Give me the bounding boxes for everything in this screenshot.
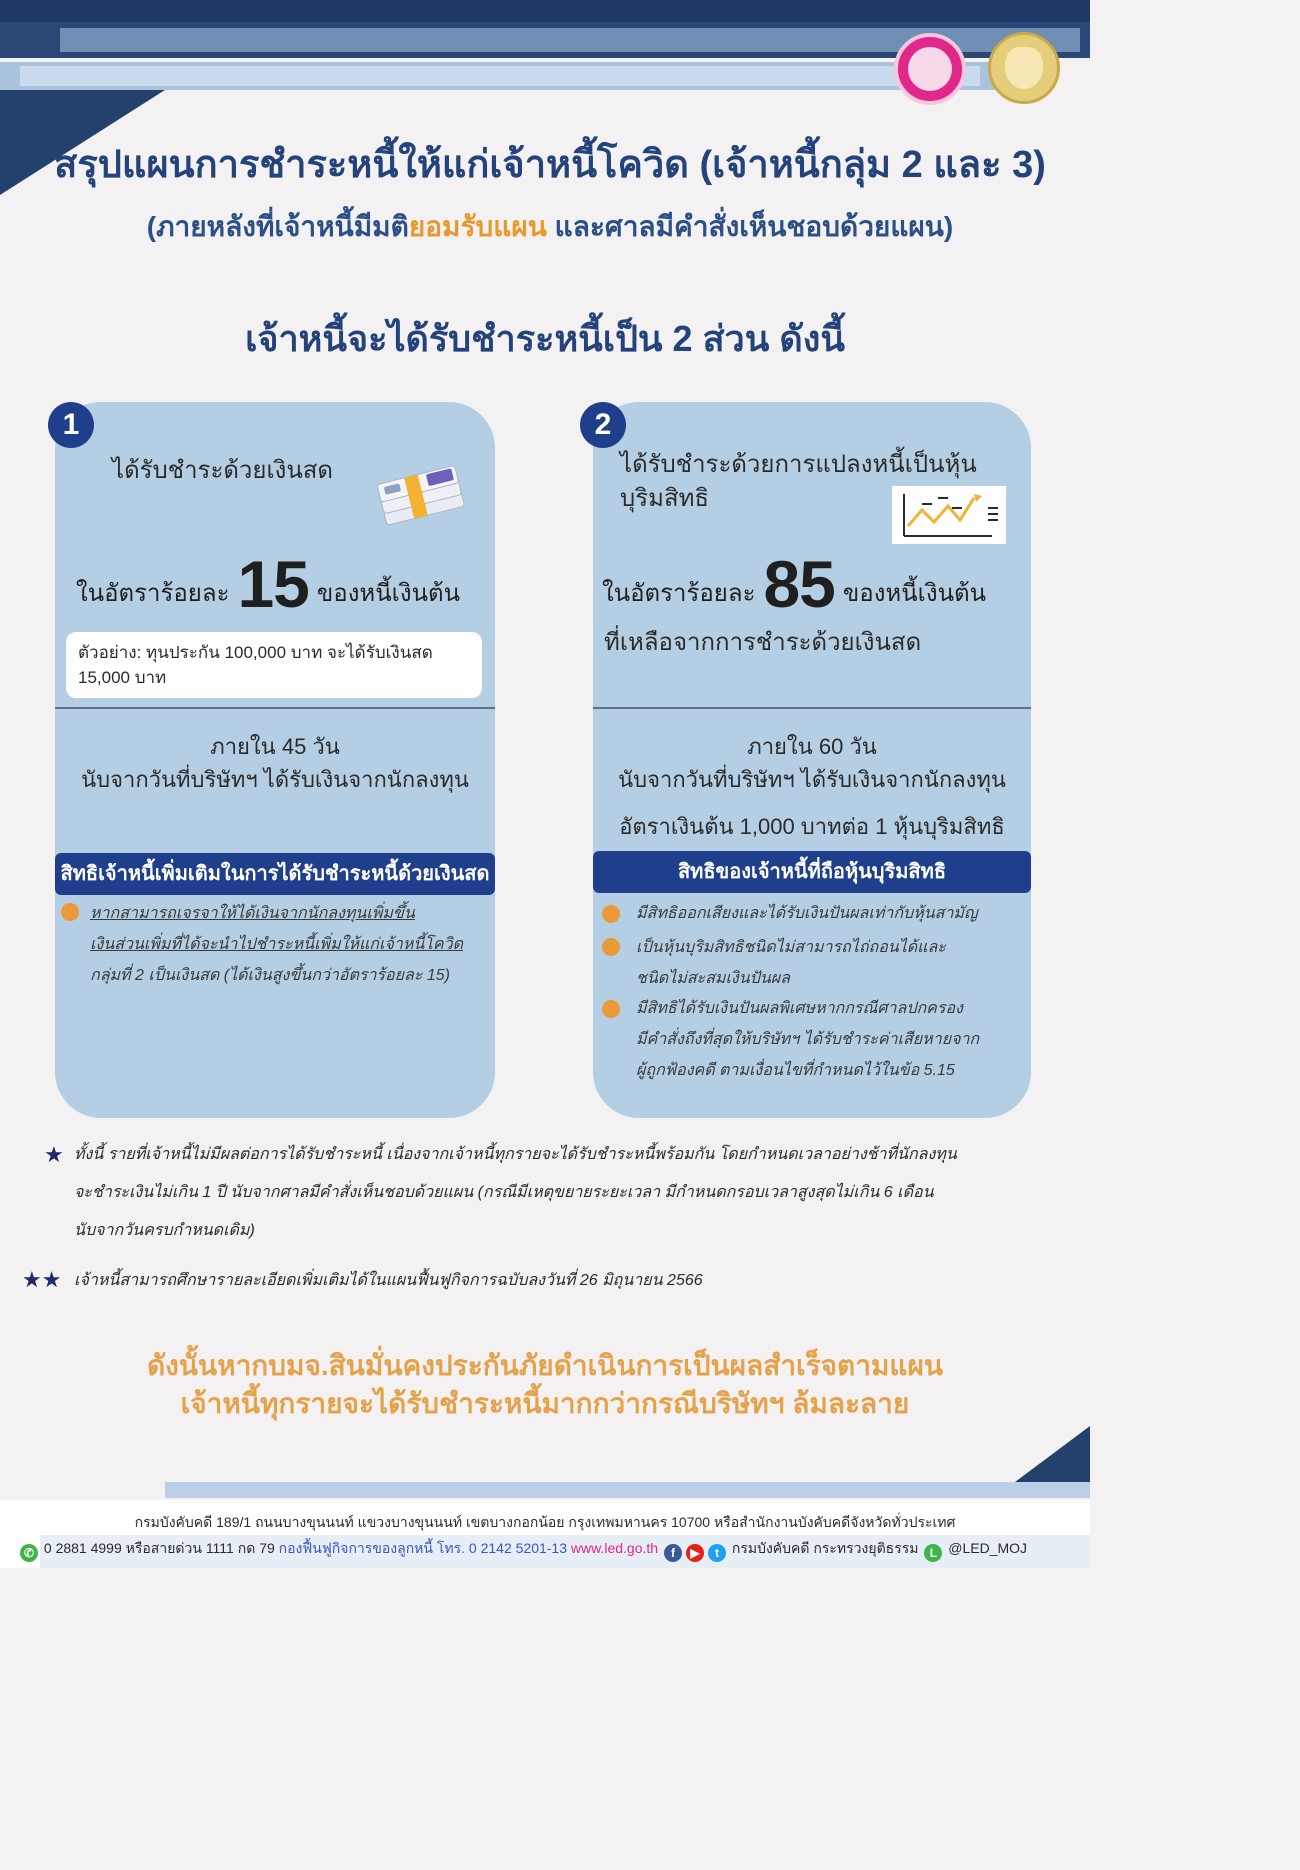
footer-contact [18, 1538, 1027, 1562]
footer-phone: 0 2881 4999 หรือสายด่วน 1111 กด 79 [43, 1540, 275, 1556]
note-1 [74, 1136, 1074, 1250]
phone-icon: ✆ [20, 1544, 38, 1562]
cash-bullet-line-3: กลุ่มที่ 2 เป็นเงินสด (ได้เงินสูงขึ้นกว่าอัตราร้อยละ 15) [90, 967, 450, 984]
share-timeline [593, 730, 1031, 796]
cash-bullet-line-1: หากสามารถเจรจาให้ได้เงินจากนักลงทุนเพิ่มขึ้น [90, 905, 415, 922]
line-icon[interactable]: L [924, 1544, 942, 1562]
stock-chart-icon [892, 486, 1006, 544]
cash-rights-bar: สิทธิเจ้าหนี้เพิ่มเติมในการได้รับชำระหนี้ด้วยเงินสด [55, 853, 495, 895]
cash-payment-label: ได้รับชำระด้วยเงินสด [112, 457, 334, 484]
share-rights-bar: สิทธิของเจ้าหนี้ที่ถือหุ้นบุริมสิทธิ [593, 851, 1031, 893]
page-subtitle [30, 205, 1070, 249]
cash-within-days: ภายใน 45 วัน [210, 734, 340, 759]
star-icon: ★ [44, 1143, 64, 1168]
legal-execution-department-logo [894, 33, 966, 105]
cash-rate-suffix: ของหนี้เงินต้น [316, 580, 460, 607]
bullet-dot [602, 938, 620, 956]
share-rate [602, 546, 986, 622]
cash-timeline [55, 730, 495, 796]
ministry-of-justice-seal [988, 32, 1060, 104]
footer-address: กรมบังคับคดี 189/1 ถนนบางขุนนนท์ แขวงบางขุนนนท์ เขตบางกอกน้อย กรุงเทพมหานคร 10700 หรือสำนักงานบังคับคดีจังหวัดทั่วประเทศ [134, 1514, 956, 1530]
footer-division: กองฟื้นฟูกิจการของลูกหนี้ โทร. 0 2142 5201-13 [278, 1540, 568, 1556]
cash-bullet-line-2: เงินส่วนเพิ่มที่ได้จะนำไปชำระหนี้เพิ่มให้แก่เจ้าหนี้โควิด [90, 936, 463, 953]
note-1-line-1: ทั้งนี้ รายที่เจ้าหนี้ไม่มีผลต่อการได้รับชำระหนี้ เนื่องจากเจ้าหนี้ทุกรายจะได้รับชำระหนี้พร้อมกัน โดยกำหนดเวลาอย่างช้าที่นักลงทุน [74, 1146, 957, 1163]
bullet-dot [61, 903, 79, 921]
subtitle-highlight: ยอมรับแผน [408, 211, 547, 242]
footer-line-id: @LED_MOJ [948, 1540, 1028, 1556]
twitter-icon[interactable]: t [708, 1544, 726, 1562]
card-number-1: 1 [48, 402, 94, 448]
section-heading: เจ้าหนี้จะได้รับชำระหนี้เป็น 2 ส่วน ดังนี้ [245, 318, 845, 359]
share-rate-suffix: ของหนี้เงินต้น [842, 580, 986, 607]
subtitle-open: (ภายหลังที่เจ้าหนี้มีมติ [146, 211, 409, 242]
card-number-2: 2 [580, 402, 626, 448]
double-star-icon: ★★ [22, 1268, 62, 1293]
share-bullet-2-line-2: ชนิดไม่สะสมเงินปันผล [636, 970, 790, 987]
share-rate-prefix: ในอัตราร้อยละ [602, 580, 756, 607]
share-bullet-3-line-1: มีสิทธิได้รับเงินปันผลพิเศษหากกรณีศาลปกครอง [636, 1000, 963, 1017]
cash-rights-bullet [90, 898, 463, 991]
header-band-dark [0, 0, 1090, 22]
footer-social: กรมบังคับคดี กระทรวงยุติธรรม [731, 1540, 919, 1556]
card2-divider [593, 707, 1031, 709]
facebook-icon[interactable]: f [664, 1544, 682, 1562]
subtitle-close: และศาลมีคำสั่งเห็นชอบด้วยแผน) [546, 211, 954, 242]
conclusion-text [0, 1347, 1090, 1423]
share-within-days: ภายใน 60 วัน [747, 734, 877, 759]
cash-rate-value: 15 [237, 547, 309, 621]
youtube-icon[interactable]: ▶ [686, 1544, 704, 1562]
note-2: เจ้าหนี้สามารถศึกษารายละเอียดเพิ่มเติมได้ในแผนฟื้นฟูกิจการฉบับลงวันที่ 26 มิถุนายน 2566 [74, 1272, 703, 1289]
share-rate-value: 85 [763, 547, 835, 621]
bullet-dot [602, 1000, 620, 1018]
share-bullet-1: มีสิทธิออกเสียงและได้รับเงินปันผลเท่ากับหุ้นสามัญ [636, 905, 978, 922]
share-bullet-2-line-1: เป็นหุ้นบุริมสิทธิชนิดไม่สามารถไถ่ถอนได้และ [636, 939, 946, 956]
share-conversion-rate: อัตราเงินต้น 1,000 บาทต่อ 1 หุ้นบุริมสิทธิ [619, 814, 1005, 839]
share-bullet-3-line-2: มีคำสั่งถึงที่สุดให้บริษัทฯ ได้รับชำระค่าเสียหายจาก [636, 1031, 980, 1048]
conclusion-line-2: เจ้าหนี้ทุกรายจะได้รับชำระหนี้มากกว่ากรณีบริษัทฯ ล้มละลาย [180, 1388, 910, 1419]
preferred-share-label: ได้รับชำระด้วยการแปลงหนี้เป็นหุ้นบุริมสิทธิ [620, 451, 977, 512]
page-title: สรุปแผนการชำระหนี้ให้แก่เจ้าหนี้โควิด (เจ้าหนี้กลุ่ม 2 และ 3) [54, 144, 1046, 186]
share-counting-from: นับจากวันที่บริษัทฯ ได้รับเงินจากนักลงทุน [618, 767, 1006, 792]
cash-rate-prefix: ในอัตราร้อยละ [76, 580, 230, 607]
footer-website[interactable]: www.led.go.th [570, 1540, 659, 1556]
share-bullet-3-line-3: ผู้ถูกฟ้องคดี ตามเงื่อนไขที่กำหนดไว้ในข้อ 5.15 [636, 1062, 955, 1079]
card1-divider [55, 707, 495, 709]
note-1-line-2: จะชำระเงินไม่เกิน 1 ปี นับจากศาลมีคำสั่งเห็นชอบด้วยแผน (กรณีมีเหตุขยายระยะเวลา มีกำหนดกรอบเวลาสูงสุดไม่เกิน 6 เดือน [74, 1184, 934, 1201]
header-band-lighter [20, 66, 980, 86]
cash-example-box: ตัวอย่าง: ทุนประกัน 100,000 บาท จะได้รับเงินสด 15,000 บาท [66, 632, 482, 698]
share-bullet-3 [636, 993, 979, 1086]
cash-rate [76, 546, 460, 622]
footer-corner-triangle [1015, 1426, 1090, 1482]
footer-band [165, 1482, 1090, 1498]
bullet-dot [602, 905, 620, 923]
note-1-line-3: นับจากวันครบกำหนดเดิม) [74, 1222, 255, 1239]
share-rate-remainder: ที่เหลือจากการชำระด้วยเงินสด [604, 629, 922, 656]
cash-counting-from: นับจากวันที่บริษัทฯ ได้รับเงินจากนักลงทุน [81, 767, 469, 792]
conclusion-line-1: ดังนั้นหากบมจ.สินมั่นคงประกันภัยดำเนินการเป็นผลสำเร็จตามแผน [146, 1350, 944, 1381]
share-bullet-2 [636, 932, 946, 994]
cash-stack-icon [372, 452, 472, 532]
